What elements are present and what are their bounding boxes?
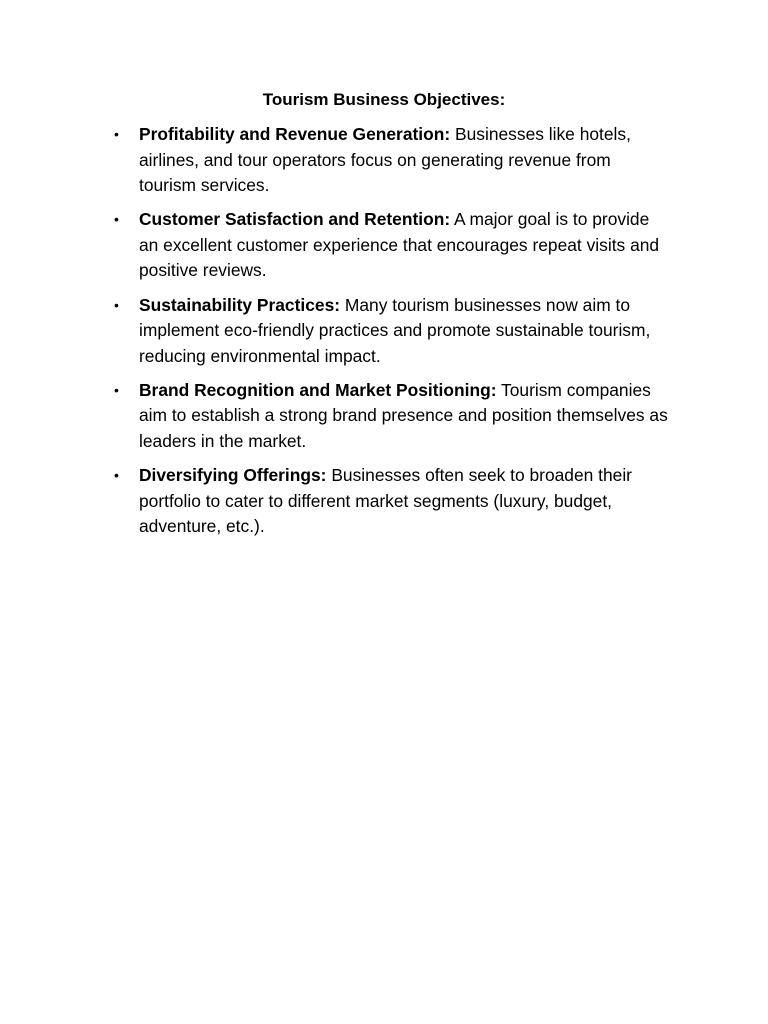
- bullet-icon: •: [114, 381, 119, 398]
- list-item: [112, 378, 672, 455]
- objective-term: Customer Satisfaction and Retention:: [139, 209, 451, 230]
- objective-term: Profitability and Revenue Generation:: [139, 124, 451, 144]
- bullet-icon: •: [114, 467, 119, 484]
- objective-description: Tourism companies aim to establish a strong brand presence and position themselves as leaders in the market.: [139, 379, 668, 452]
- objective-description: Businesses like hotels, airlines, and tour operators focus on generating revenue from tourism services.: [139, 124, 631, 196]
- objective-term: Sustainability Practices:: [139, 294, 341, 315]
- list-item: [112, 207, 672, 284]
- page-title: Tourism Business Objectives:: [262, 90, 506, 109]
- objective-term: Brand Recognition and Market Positioning:: [139, 379, 497, 400]
- objective-term: Diversifying Offerings:: [139, 465, 327, 486]
- list-item: [112, 293, 672, 370]
- list-item: [112, 463, 672, 540]
- bullet-icon: •: [114, 126, 119, 142]
- bullet-icon: •: [114, 296, 119, 313]
- list-item: [112, 122, 672, 199]
- bullet-icon: •: [114, 211, 119, 228]
- objective-description: Businesses often seek to broaden their portfolio to cater to different market segments (luxury, budget, adventure, etc.).: [139, 465, 632, 537]
- objective-description: Many tourism businesses now aim to implement eco-friendly practices and promote sustainable tourism, reducing environmental impact.: [139, 294, 651, 366]
- objective-description: A major goal is to provide an excellent customer experience that encourages repeat visits and positive reviews.: [139, 209, 660, 281]
- objective-list: [112, 122, 672, 548]
